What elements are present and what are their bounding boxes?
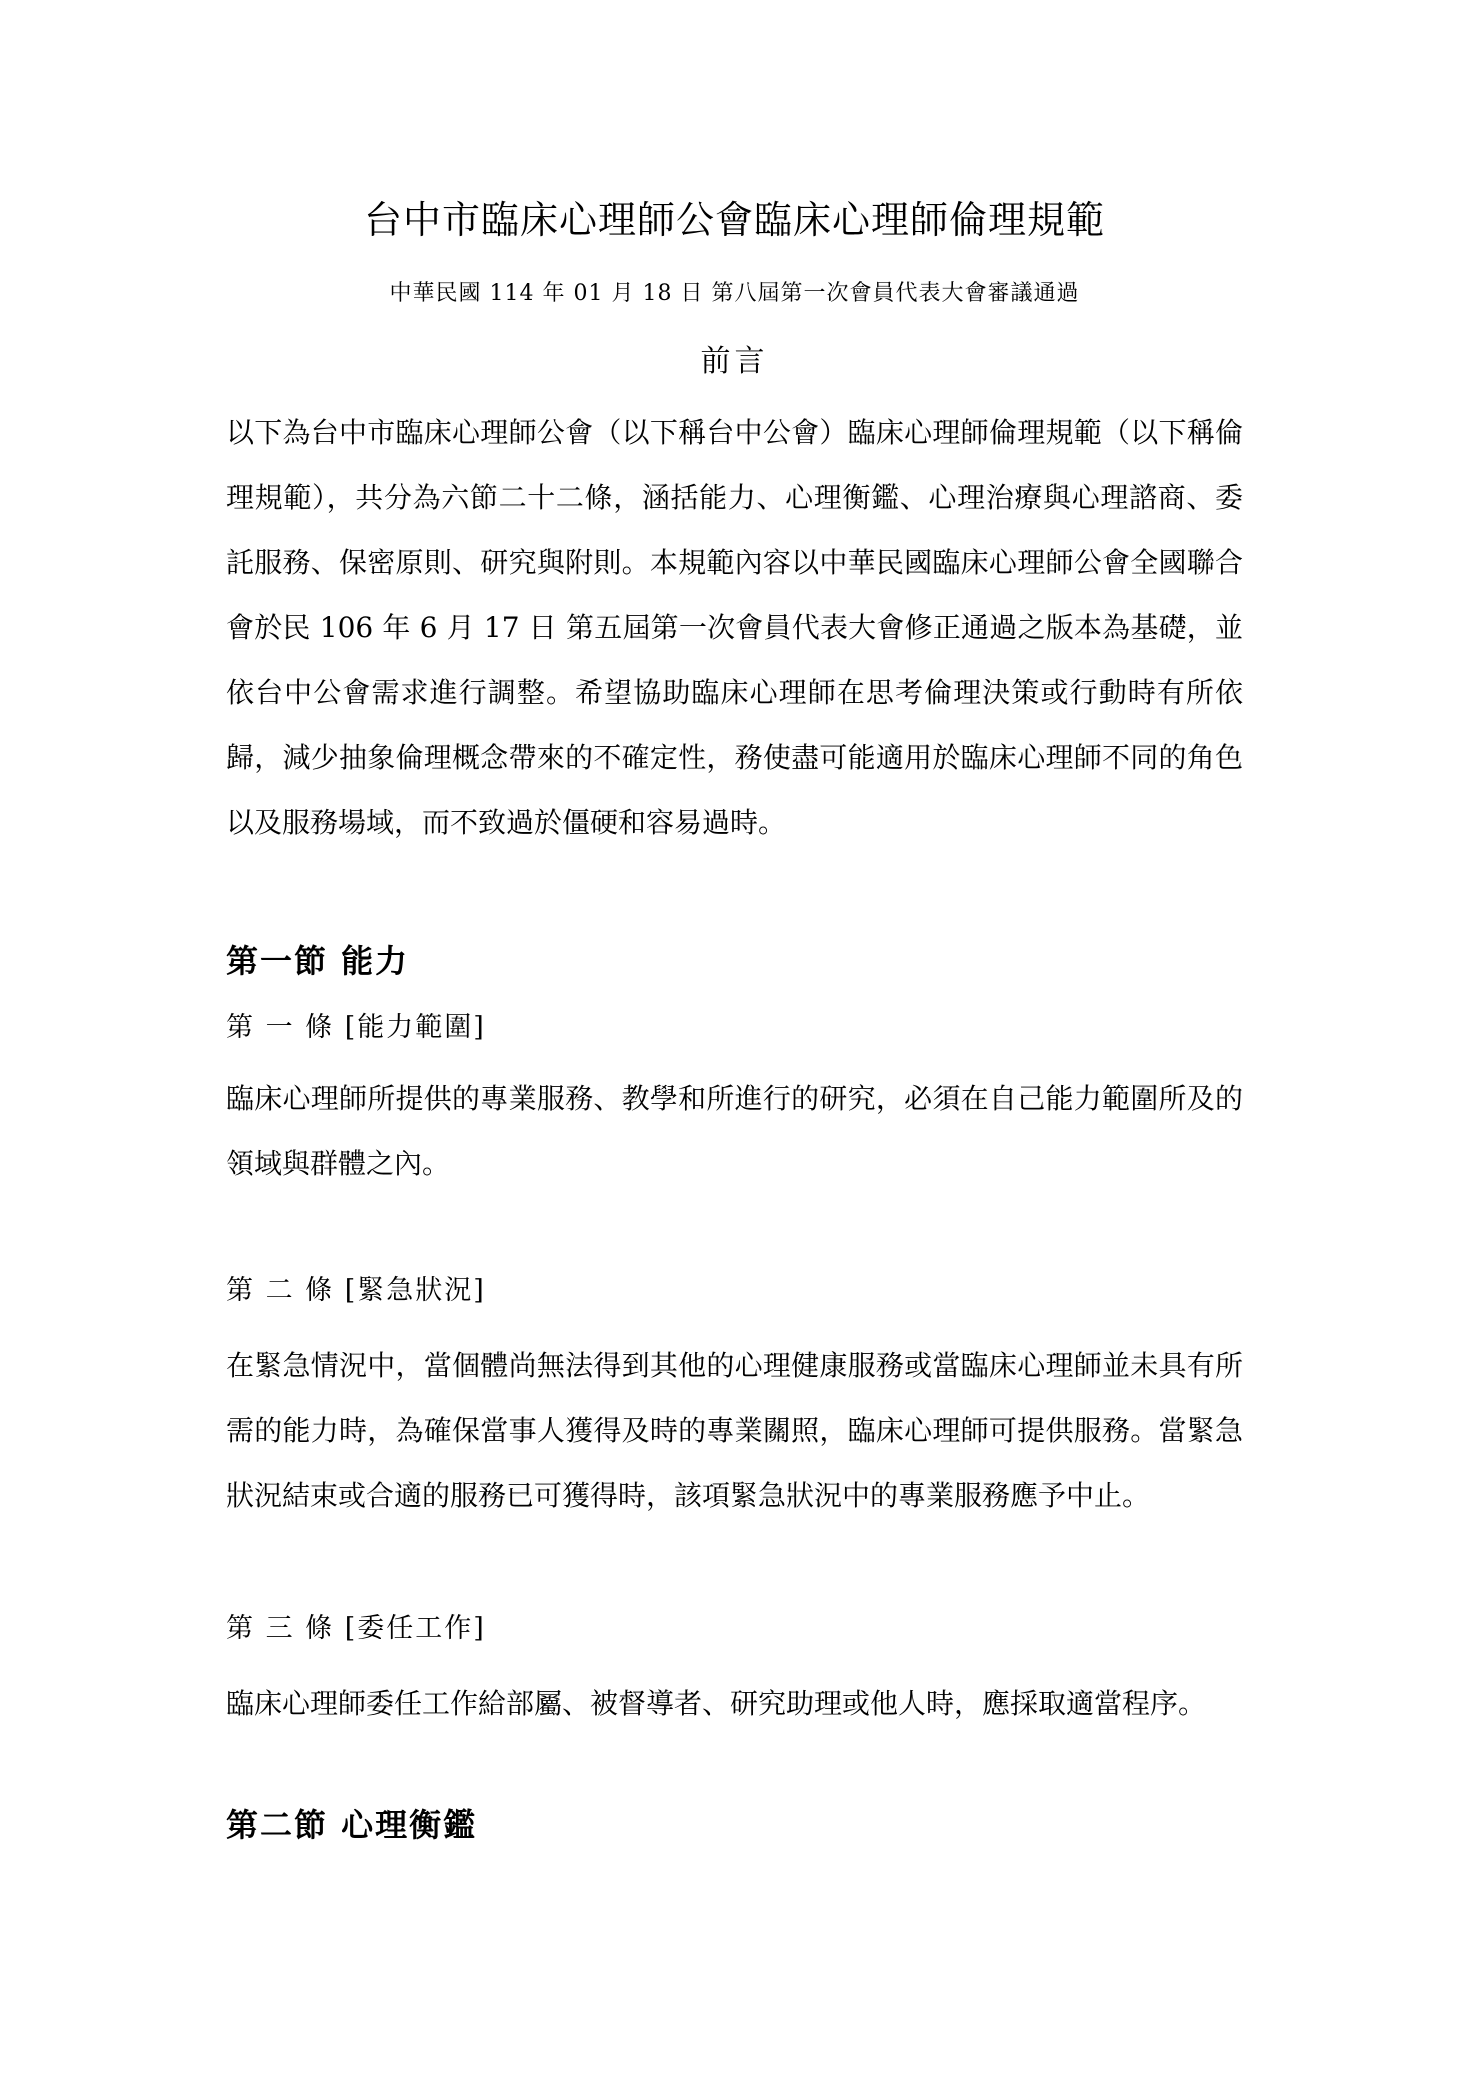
article-2-body: 在緊急情況中，當個體尚無法得到其他的心理健康服務或當臨床心理師並未具有所需的能力時，為確保當事人獲得及時的專業關照，臨床心理師可提供服務。當緊急狀況結束或合適的服務已可獲得時，該項緊急狀況中的專業服務應予中止。 xyxy=(226,1349,1243,1512)
article-3-body: 臨床心理師委任工作給部屬、被督導者、研究助理或他人時，應採取適當程序。 xyxy=(226,1687,1207,1720)
article-1-heading: 第 一 條 [能力範圍] xyxy=(226,1012,486,1043)
article-3-heading: 第 三 條 [委任工作] xyxy=(226,1613,486,1644)
approval-note: 中華民國 114 年 01 月 18 日 第八屆第一次會員代表大會審議通過 xyxy=(389,281,1080,306)
document-title: 台中市臨床心理師公會臨床心理師倫理規範 xyxy=(363,198,1105,242)
section-1-heading: 第一節 能力 xyxy=(226,942,410,980)
section-2-heading: 第二節 心理衡鑑 xyxy=(226,1806,478,1844)
preface-paragraph: 以下為台中市臨床心理師公會（以下稱台中公會）臨床心理師倫理規範（以下稱倫理規範），共分為六節二十二條，涵括能力、心理衡鑑、心理治療與心理諮商、委託服務、保密原則、研究與附則。本規範內容以中華民國臨床心理師公會全國聯合會於民 106 年 6 月 17 日 第五屆第一次會員代表大會修正通過之版本為基礎，並依台中公會需求進行調整。希望協助臨床心理師在思考倫理決策或行動時有所依歸，減少抽象倫理概念帶來的不確定性，務使盡可能適用於臨床心理師不同的角色以及服務場域，而不致過於僵硬和容易過時。 xyxy=(226,416,1243,839)
article-2-heading: 第 二 條 [緊急狀況] xyxy=(226,1275,486,1306)
preface-heading: 前言 xyxy=(700,344,769,379)
article-1-body: 臨床心理師所提供的專業服務、教學和所進行的研究，必須在自己能力範圍所及的領域與群體之內。 xyxy=(226,1082,1243,1180)
